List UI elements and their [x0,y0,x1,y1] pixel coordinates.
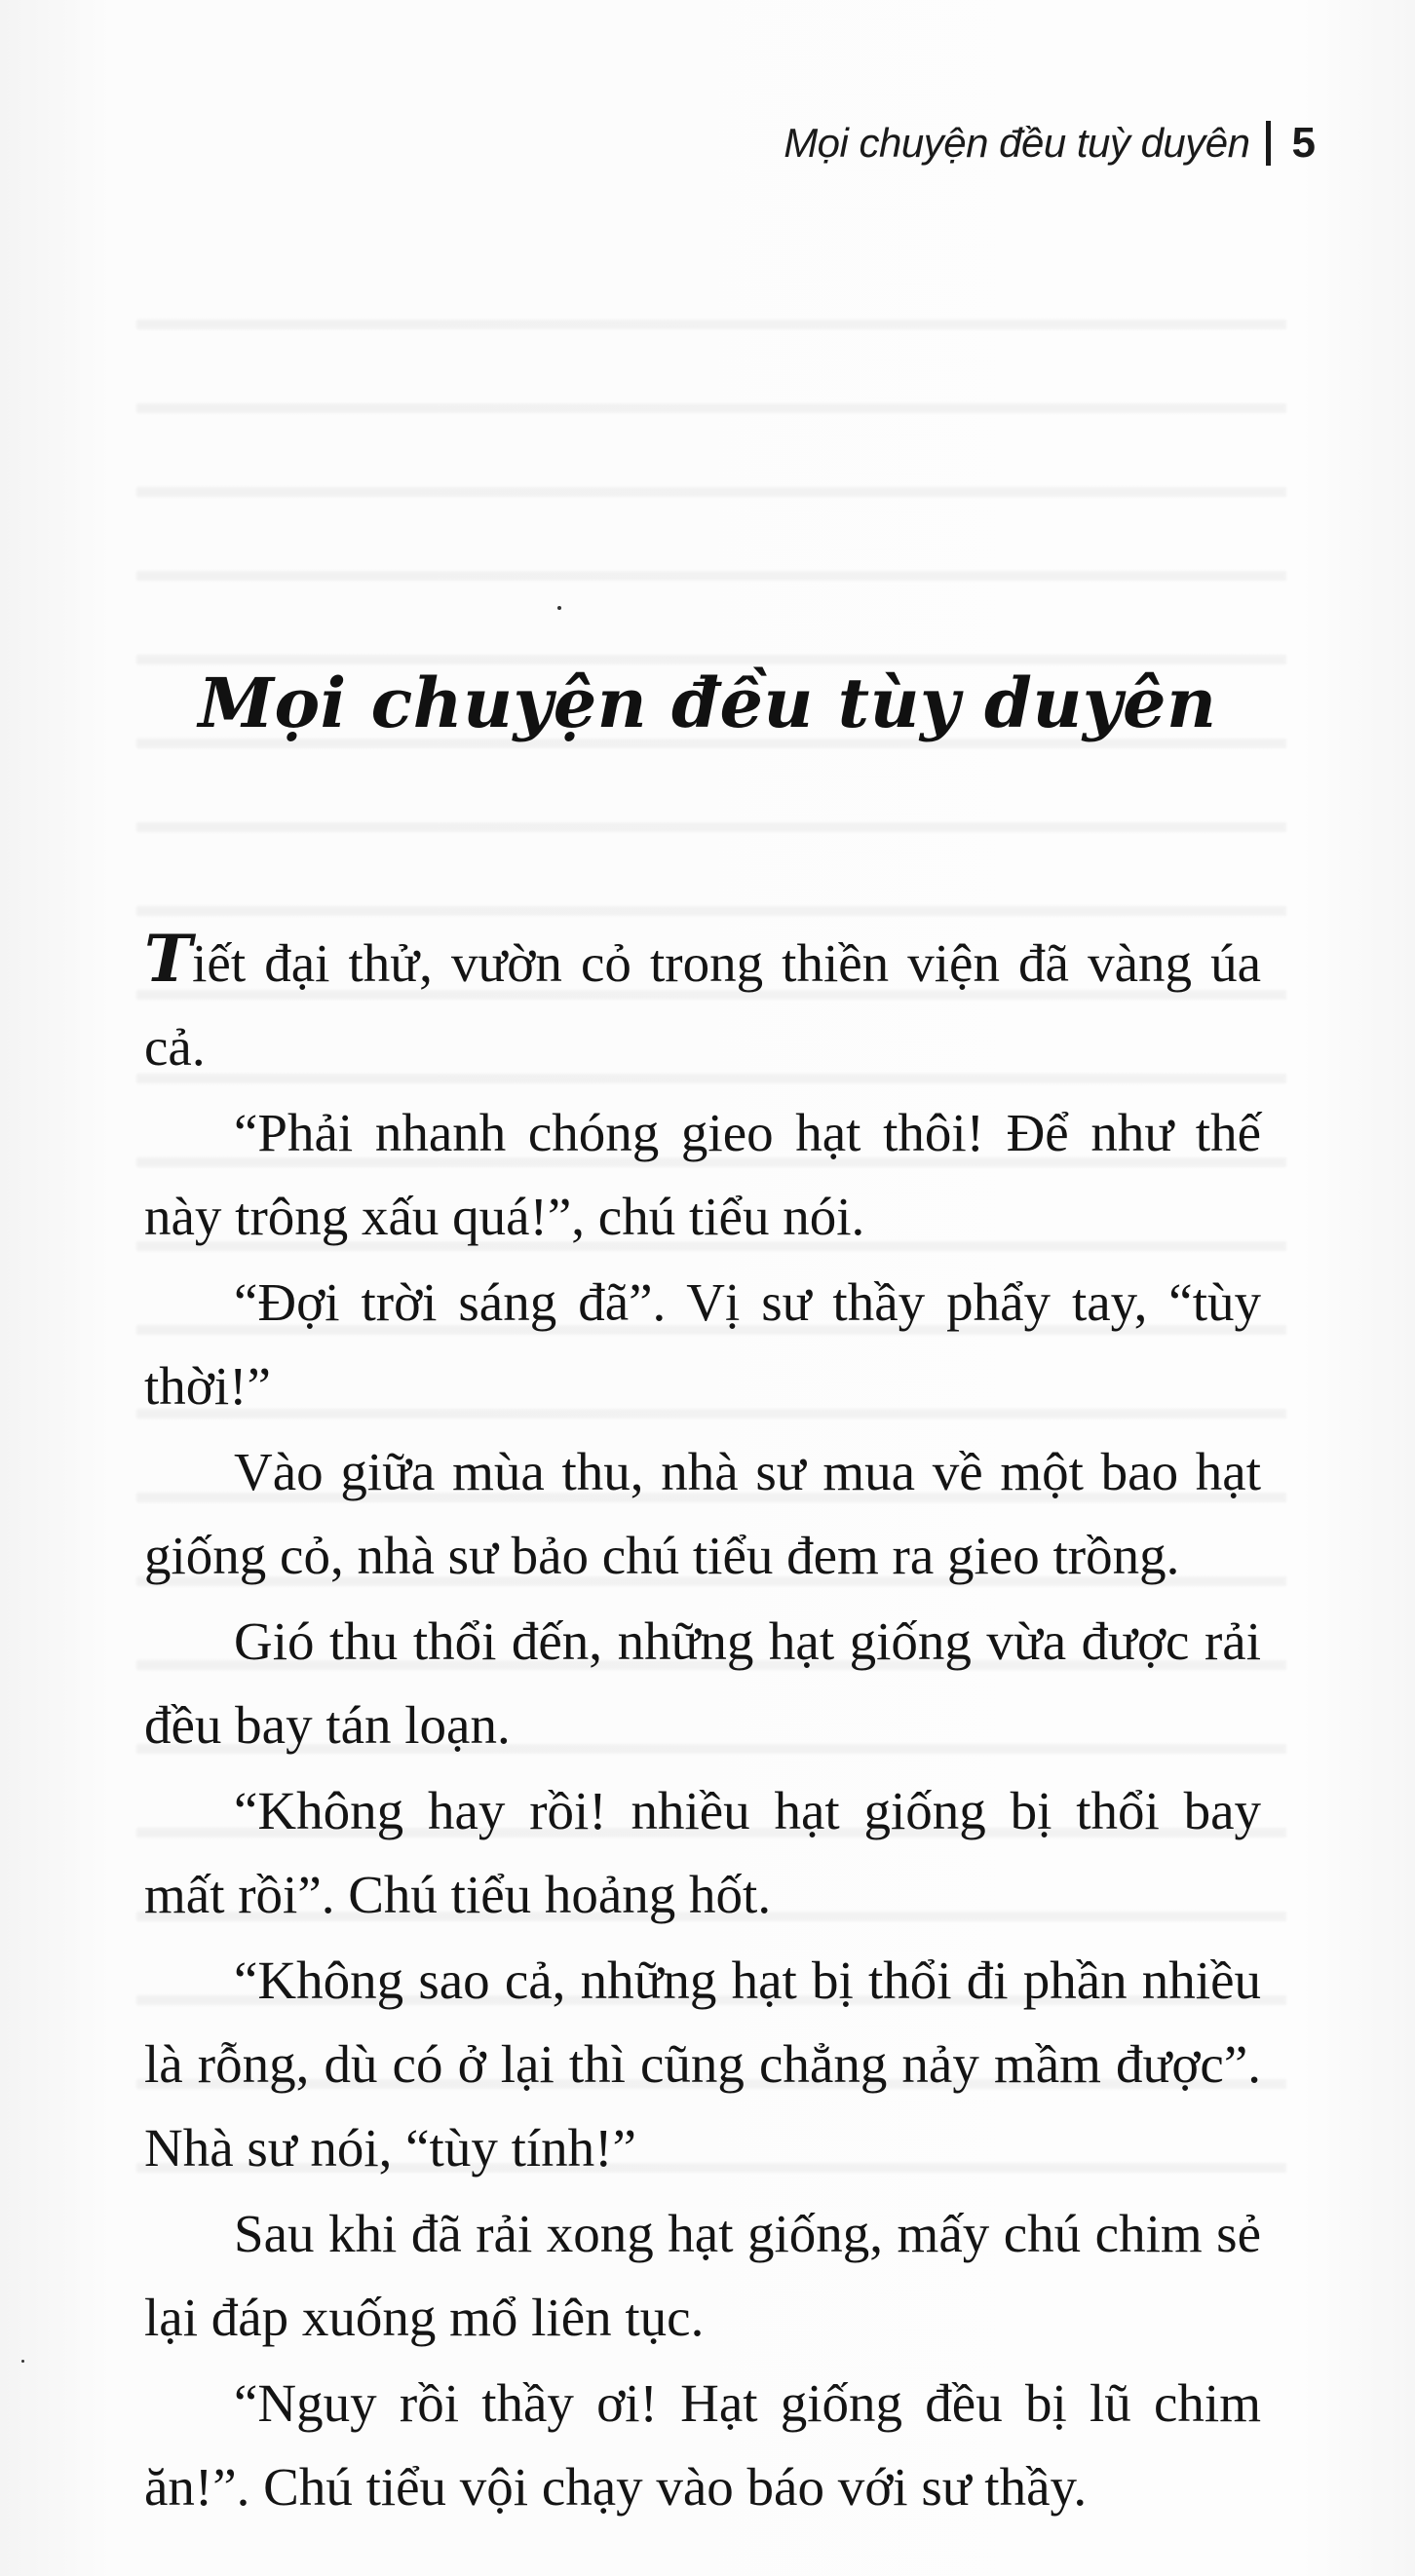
paragraph: “Không sao cả, những hạt bị thổi đi phần nhiều là rỗng, dù có ở lại thì cũng chẳng nảy mầm được”. Nhà sư nói, “tùy tính!” [144,1951,1261,2178]
drop-cap: T [144,921,193,997]
paragraph: Gió thu thổi đến, những hạt giống vừa được rải đều bay tán loạn. [144,1611,1261,1755]
paragraph: “Đợi trời sáng đã”. Vị sư thầy phẩy tay, “tùy thời!” [144,1272,1261,1416]
paragraph-text: iết đại thử, vườn cỏ trong thiền viện đã vàng úa cả. [144,933,1261,1077]
paragraph [144,922,1261,1089]
paragraph: “Nguy rồi thầy ơi! Hạt giống đều bị lũ chim ăn!”. Chú tiểu vội chạy vào báo với sư thầy. [144,2373,1261,2517]
page-number: 5 [1291,119,1316,167]
paragraph: Sau khi đã rải xong hạt giống, mấy chú chim sẻ lại đáp xuống mổ liên tục. [144,2204,1261,2347]
paragraph: “Không hay rồi! nhiều hạt giống bị thổi bay mất rồi”. Chú tiểu hoảng hốt. [144,1781,1261,1924]
chapter-title: Mọi chuyện đều tùy duyên [198,663,1217,743]
running-title: Mọi chuyện đều tuỳ duyên [784,120,1250,166]
print-speck [21,2360,24,2363]
print-speck [557,606,561,610]
paragraph: “Phải nhanh chóng gieo hạt thôi! Để như thế này trông xấu quá!”, chú tiểu nói. [144,1103,1261,1246]
paragraph: Vào giữa mùa thu, nhà sư mua về một bao hạt giống cỏ, nhà sư bảo chú tiểu đem ra gieo trồng. [144,1442,1261,1585]
body-text [144,922,1261,2531]
header-separator [1266,121,1271,166]
running-header [784,119,1316,168]
